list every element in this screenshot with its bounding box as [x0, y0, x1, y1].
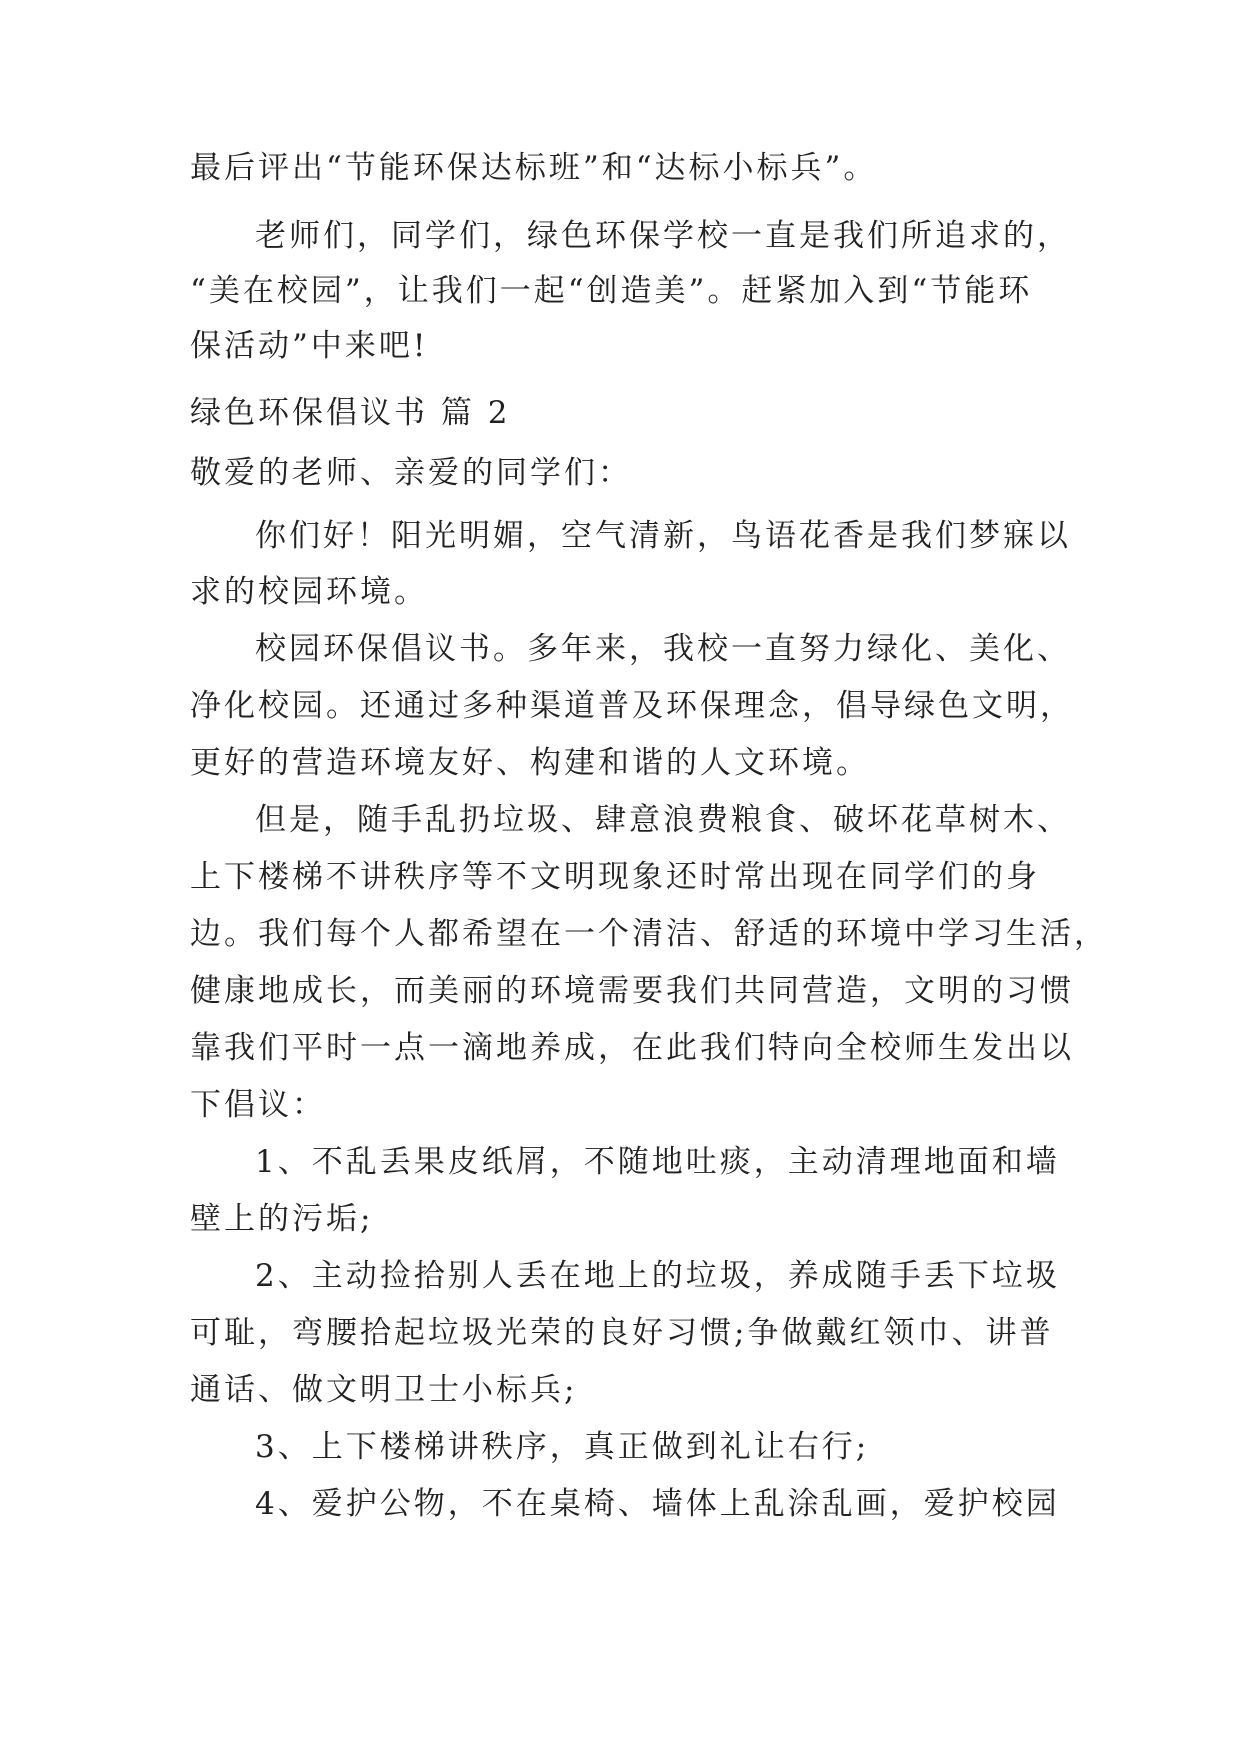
salutation: 敬爱的老师、亲爱的同学们：: [190, 455, 632, 491]
text-line: 最后评出“节能环保达标班”和“达标小标兵”。: [190, 150, 878, 186]
text-line: 但是，随手乱扔垃圾、肆意浪费粮食、破坏花草树木、: [255, 802, 1071, 838]
text-line: 通话、做文明卫士小标兵;: [190, 1372, 578, 1408]
text-line: 更好的营造环境友好、构建和谐的人文环境。: [190, 745, 870, 781]
text-line: 保活动”中来吧!: [190, 328, 429, 364]
list-item: 2、主动捡拾别人丢在地上的垃圾，养成随手丢下垃圾: [255, 1258, 1060, 1294]
text-line: “美在校园”，让我们一起“创造美”。赶紧加入到“节能环: [190, 273, 1033, 309]
text-line: 下倡议：: [190, 1087, 326, 1123]
text-line: 壁上的污垢;: [190, 1201, 374, 1237]
section-heading: 绿色环保倡议书 篇 2: [190, 395, 511, 431]
text-line: 可耻，弯腰拾起垃圾光荣的良好习惯;争做戴红领巾、讲普: [190, 1315, 1054, 1351]
list-item: 1、不乱丢果皮纸屑，不随地吐痰，主动清理地面和墙: [255, 1144, 1060, 1180]
text-line: 净化校园。还通过多种渠道普及环保理念，倡导绿色文明，: [190, 688, 1074, 724]
text-line: 上下楼梯不讲秩序等不文明现象还时常出现在同学们的身: [190, 859, 1040, 895]
text-line: 你们好！阳光明媚，空气清新，鸟语花香是我们梦寐以: [255, 518, 1071, 554]
list-item: 4、爱护公物，不在桌椅、墙体上乱涂乱画，爱护校园: [255, 1486, 1060, 1522]
list-item: 3、上下楼梯讲秩序，真正做到礼让右行;: [255, 1429, 870, 1465]
text-line: 校园环保倡议书。多年来，我校一直努力绿化、美化、: [255, 631, 1071, 667]
text-line: 边。我们每个人都希望在一个清洁、舒适的环境中学习生活，: [190, 916, 1108, 952]
text-line: 靠我们平时一点一滴地养成，在此我们特向全校师生发出以: [190, 1030, 1074, 1066]
text-line: 健康地成长，而美丽的环境需要我们共同营造，文明的习惯: [190, 973, 1074, 1009]
text-line: 老师们，同学们，绿色环保学校一直是我们所追求的，: [255, 218, 1071, 254]
text-line: 求的校园环境。: [190, 574, 428, 610]
